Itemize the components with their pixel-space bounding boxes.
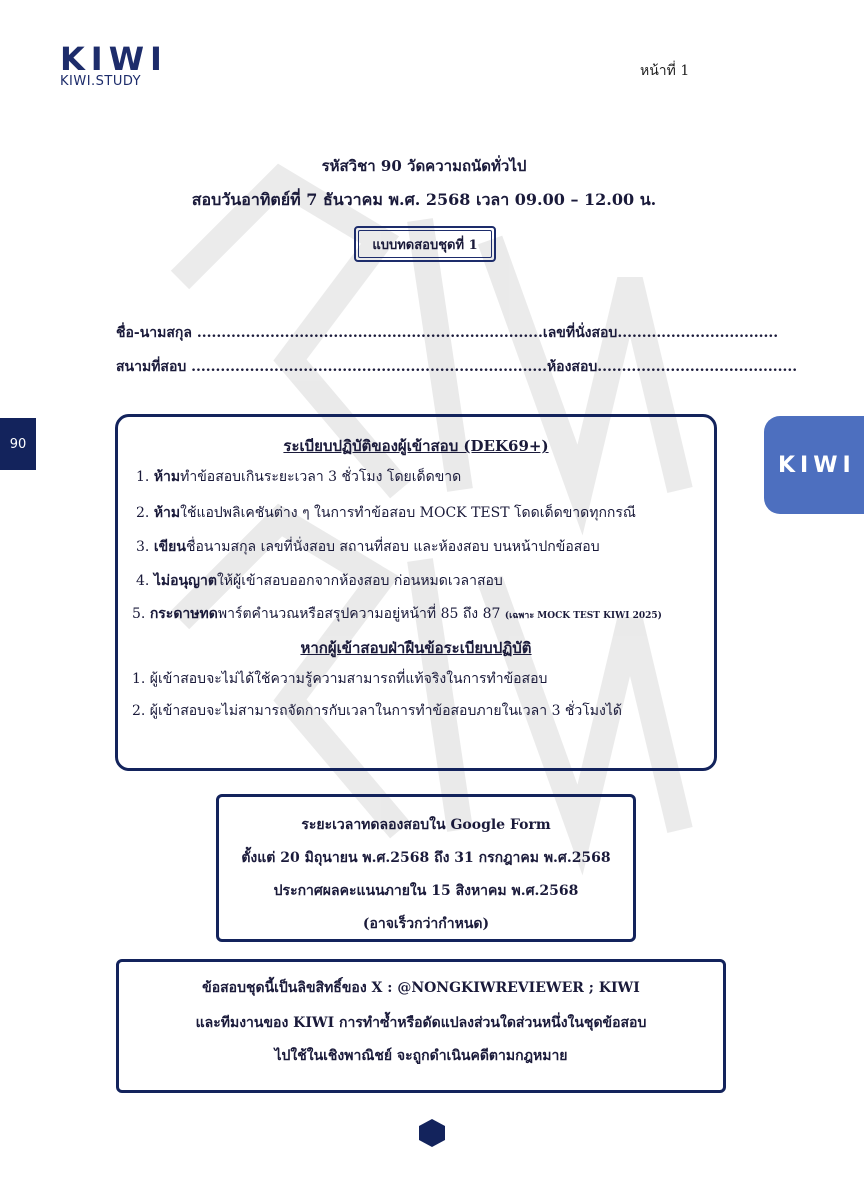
logo-subtitle: KIWI.STUDY <box>60 74 142 89</box>
kiwi-side-tab: KIWI <box>764 416 864 514</box>
form-info-line: (อาจเร็วกว่ากำหนด) <box>362 916 490 932</box>
violation-item: 2. ผู้เข้าสอบจะไม่สามารถจัดการกับเวลาในการทำข้อสอบภายในเวลา 3 ชั่วโมงได้ <box>132 703 622 719</box>
rule-item: 2. ห้ามใช้แอปพลิเคชันต่าง ๆ ในการทำข้อสอบ MOCK TEST โดดเด็ดขาดทุกกรณี <box>136 505 636 521</box>
form-info-line: ประกาศผลคะแนนภายใน 15 สิงหาคม พ.ศ.2568 <box>273 883 579 899</box>
copyright-line: ข้อสอบชุดนี้เป็นลิขสิทธิ์ของ X : @NONGKIWREVIEWER ; KIWI <box>202 980 640 996</box>
form-info-line: ระยะเวลาทดลองสอบใน Google Form <box>301 817 551 833</box>
page-number: หน้าที่ 1 <box>640 63 690 79</box>
rule-item: 5. กระดาษทดพาร์ตคำนวณหรือสรุปความอยู่หน้าที่ 85 ถึง 87 (เฉพาะ MOCK TEST KIWI 2025) <box>132 606 662 622</box>
rules-title: ระเบียบปฏิบัติของผู้เข้าสอบ (DEK69+) <box>283 437 549 455</box>
exam-set-label: แบบทดสอบชุดที่ 1 <box>358 230 492 258</box>
subject-code-tab: 90 <box>0 418 36 470</box>
copyright-line: ไปใช้ในเชิงพาณิชย์ จะถูกดำเนินคดีตามกฎหมาย <box>274 1048 568 1064</box>
venue-room-field: สนามที่สอบ .........................................................................ห้องสอบ......................................... <box>116 359 798 375</box>
exam-set-box <box>354 226 496 262</box>
exam-date: สอบวันอาทิตย์ที่ 7 ธันวาคม พ.ศ. 2568 เวลา 09.00 – 12.00 น. <box>191 190 657 209</box>
subject-title: รหัสวิชา 90 วัดความถนัดทั่วไป <box>321 157 527 175</box>
hexagon-icon <box>419 1119 445 1147</box>
copyright-line: และทีมงานของ KIWI การทำซ้ำหรือดัดแปลงส่วนใดส่วนหนึ่งในชุดข้อสอบ <box>195 1015 647 1031</box>
violation-item: 1. ผู้เข้าสอบจะไม่ได้ใช้ความรู้ความสามารถที่แท้จริงในการทำข้อสอบ <box>132 671 548 687</box>
logo: KIWI <box>60 40 168 78</box>
rule-item: 3. เขียนชื่อนามสกุล เลขที่นั่งสอบ สถานที่สอบ และห้องสอบ บนหน้าปกข้อสอบ <box>136 539 600 555</box>
violation-title: หากผู้เข้าสอบฝ่าฝืนข้อระเบียบปฏิบัติ <box>300 639 532 657</box>
rule-item: 4. ไม่อนุญาตให้ผู้เข้าสอบออกจากห้องสอบ ก่อนหมดเวลาสอบ <box>136 573 503 589</box>
form-info-line: ตั้งแต่ 20 มิถุนายน พ.ศ.2568 ถึง 31 กรกฎาคม พ.ศ.2568 <box>241 850 611 866</box>
rule-item: 1. ห้ามทำข้อสอบเกินระยะเวลา 3 ชั่วโมง โดยเด็ดขาด <box>136 469 462 485</box>
name-seat-field: ชื่อ-นามสกุล .......................................................................เลขที่นั่งสอบ................................. <box>116 325 779 341</box>
